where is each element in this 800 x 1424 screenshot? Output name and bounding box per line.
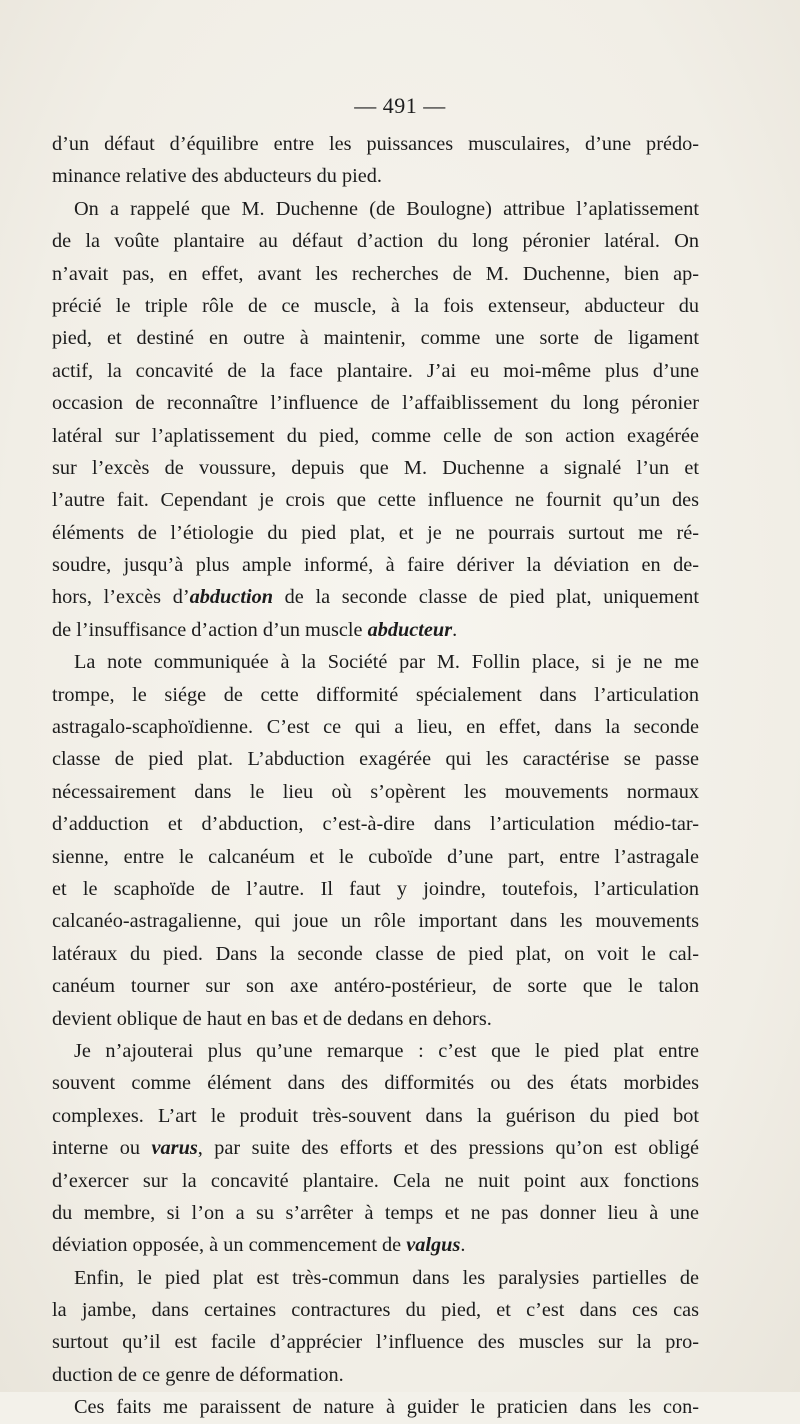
text-segment: canéum tourner sur son axe antéro-postérieur, de sorte que le talon (52, 975, 699, 998)
text-segment: . (460, 1234, 466, 1257)
text-line (52, 1197, 699, 1229)
text-line (52, 1326, 699, 1358)
text-segment: latéral sur l’aplatissement du pied, comme celle de son action exagérée (52, 424, 699, 447)
text-segment: de la voûte plantaire au défaut d’action du long péronier latéral. On (52, 230, 699, 253)
text-segment: d’un défaut d’équilibre entre les puissances musculaires, d’une prédo- (52, 133, 699, 155)
text-segment: hors, l’excès d’ (52, 586, 190, 609)
text-segment: l’autre fait. Cependant je crois que cette influence ne fournit qu’un des (52, 489, 699, 512)
text-line (52, 581, 699, 613)
text-line (52, 743, 699, 775)
text-segment: complexes. L’art le produit très-souvent dans la guérison du pied bot (52, 1104, 699, 1127)
text-segment: la jambe, dans certaines contractures du pied, et c’est dans ces cas (52, 1299, 699, 1322)
text-line (52, 646, 699, 678)
text-segment: occasion de reconnaître l’influence de l’affaiblissement du long péronier (52, 392, 699, 415)
text-segment: actif, la concavité de la face plantaire. J’ai eu moi-même plus d’une (52, 359, 699, 382)
text-segment: trompe, le siége de cette difformité spécialement dans l’articulation (52, 683, 699, 706)
italic-term: valgus (406, 1234, 461, 1257)
text-line (52, 452, 699, 484)
text-line (52, 387, 699, 419)
text-segment: précié le triple rôle de ce muscle, à la fois extenseur, abducteur du (52, 294, 699, 317)
text-line (52, 970, 699, 1002)
text-segment: souvent comme élément dans des difformités ou des états morbides (52, 1072, 699, 1095)
text-segment: Je n’ajouterai plus qu’une remarque : c’est que le pied plat entre (74, 1039, 699, 1062)
text-line (52, 808, 699, 840)
text-segment: sienne, entre le calcanéum et le cuboïde d’une part, entre l’astragale (52, 845, 699, 868)
text-segment: Enfin, le pied plat est très-commun dans les paralysies partielles de (74, 1266, 699, 1289)
text-segment: éléments de l’étiologie du pied plat, et je ne pourrais surtout me ré- (52, 521, 699, 544)
text-line (52, 1359, 699, 1391)
text-line (52, 1391, 699, 1423)
text-segment: et le scaphoïde de l’autre. Il faut y joindre, toutefois, l’articulation (52, 877, 699, 900)
text-line (52, 420, 699, 452)
text-segment: Ces faits me paraissent de nature à guider le praticien dans les con- (74, 1396, 699, 1419)
text-line (52, 258, 699, 290)
italic-term: abduction (189, 586, 274, 609)
text-segment: pied, et destiné en outre à maintenir, comme une sorte de ligament (52, 327, 699, 350)
text-segment: astragalo-scaphoïdienne. C’est ce qui a lieu, en effet, dans la seconde (52, 716, 699, 739)
text-line (52, 1165, 699, 1197)
text-line (52, 776, 699, 808)
text-segment: de l’insuffisance d’action d’un muscle (52, 618, 368, 641)
text-line (52, 290, 699, 322)
text-line (52, 160, 699, 192)
text-line (52, 873, 699, 905)
text-line (52, 1003, 699, 1035)
text-segment: latéraux du pied. Dans la seconde classe de pied plat, on voit le cal- (52, 942, 699, 965)
text-segment: de la seconde classe de pied plat, uniquement (273, 586, 699, 609)
text-segment: interne ou (52, 1137, 152, 1160)
italic-term: varus (151, 1137, 198, 1160)
text-line (52, 549, 699, 581)
text-segment: d’adduction et d’abduction, c’est-à-dire dans l’articulation médio-tar- (52, 813, 699, 836)
text-line (52, 1294, 699, 1326)
text-line (52, 1229, 699, 1261)
text-segment: devient oblique de haut en bas et de dedans en dehors. (52, 1007, 492, 1030)
text-line (52, 1262, 699, 1294)
text-segment: . (452, 618, 458, 641)
text-line (52, 355, 699, 387)
text-segment: soudre, jusqu’à plus ample informé, à faire dériver la déviation en de- (52, 554, 699, 577)
text-segment: surtout qu’il est facile d’apprécier l’influence des muscles sur la pro- (52, 1331, 699, 1354)
text-segment: On a rappelé que M. Duchenne (de Boulogne) attribue l’aplatissement (74, 197, 699, 220)
text-line (52, 322, 699, 354)
text-segment: La note communiquée à la Société par M. Follin place, si je ne me (74, 651, 699, 674)
text-segment: d’exercer sur la concavité plantaire. Cela ne nuit point aux fonctions (52, 1169, 699, 1192)
text-line (52, 679, 699, 711)
text-line (52, 1067, 699, 1099)
text-segment: classe de pied plat. L’abduction exagérée qui les caractérise se passe (52, 748, 699, 771)
text-segment: , par suite des efforts et des pressions qu’on est obligé (197, 1137, 699, 1160)
text-segment: calcanéo-astragalienne, qui joue un rôle important dans les mouvements (52, 910, 699, 933)
text-line (52, 517, 699, 549)
text-line (52, 193, 699, 225)
text-segment: du membre, si l’on a su s’arrêter à temps et ne pas donner lieu à une (52, 1201, 699, 1224)
text-line (52, 225, 699, 257)
text-line (52, 841, 699, 873)
text-line (52, 1132, 699, 1164)
text-line (52, 128, 699, 160)
text-segment: n’avait pas, en effet, avant les recherches de M. Duchenne, bien ap- (52, 262, 699, 285)
text-line (52, 905, 699, 937)
italic-term: abducteur (367, 618, 453, 641)
text-line (52, 614, 699, 646)
body-text (52, 128, 699, 1424)
text-line (52, 1035, 699, 1067)
text-segment: sur l’excès de voussure, depuis que M. Duchenne a signalé l’un et (52, 456, 699, 479)
text-segment: déviation opposée, à un commencement de (52, 1234, 407, 1257)
text-line (52, 938, 699, 970)
text-segment: nécessairement dans le lieu où s’opèrent les mouvements normaux (52, 780, 699, 803)
page-number: — 491 — (354, 93, 446, 118)
text-segment: duction de ce genre de déformation. (52, 1363, 344, 1386)
text-segment: minance relative des abducteurs du pied. (52, 165, 383, 188)
text-line (52, 1100, 699, 1132)
text-line (52, 484, 699, 516)
text-line (52, 711, 699, 743)
